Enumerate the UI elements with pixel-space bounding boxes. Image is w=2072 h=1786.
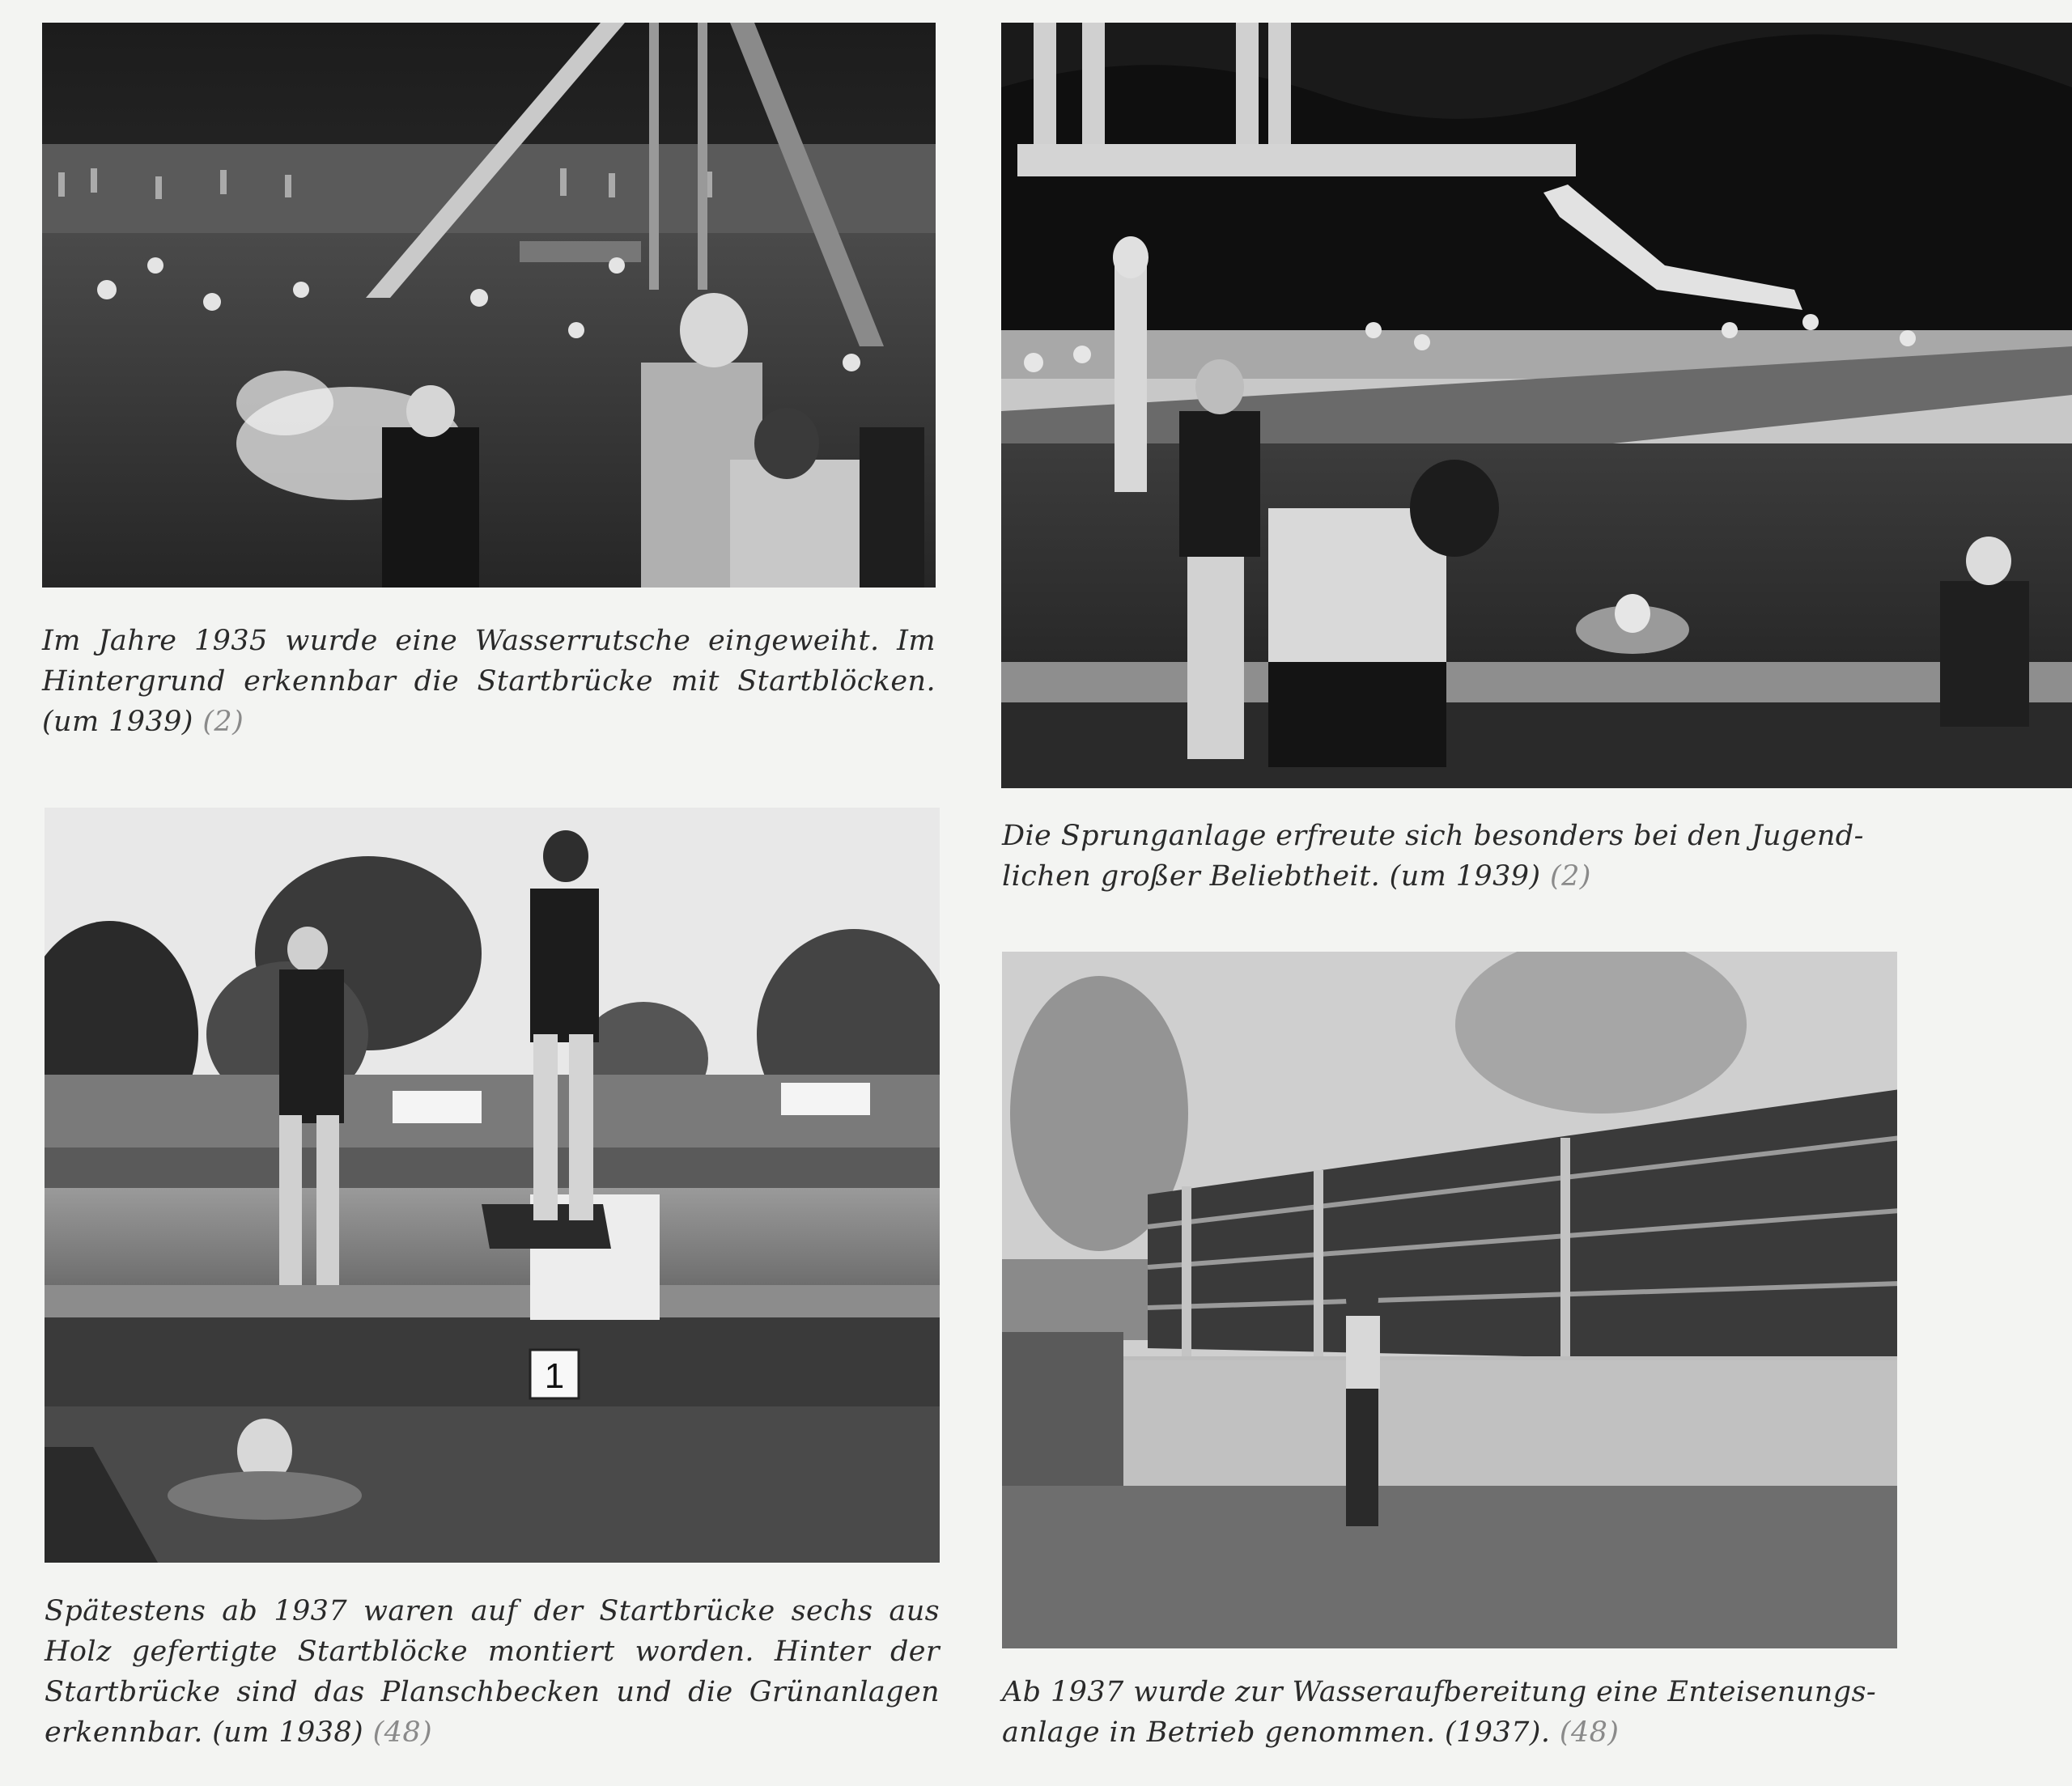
source-reference: (48): [1559, 1716, 1620, 1749]
caption-line: Die Sprunganlage erfreute sich besonders bei den Jugend-: [1002, 820, 1864, 852]
photo-water-slide: [42, 23, 936, 588]
caption-deironing-plant: [1002, 1672, 1949, 1753]
caption-line: Holz gefertigte Startblöcke montiert worden. Hinter der: [45, 1635, 940, 1668]
caption-line: Im Jahre 1935 wurde eine Wasserrutsche eingeweiht. Im: [42, 625, 936, 657]
caption-line: Spätestens ab 1937 waren auf der Startbrücke sechs aus: [45, 1595, 940, 1627]
caption-line: anlage in Betrieb genommen. (1937). (48): [1002, 1716, 1620, 1749]
caption-line: Hintergrund erkennbar die Startbrücke mit Startblöcken.: [42, 665, 936, 698]
photo-diving-platform: [1001, 23, 2072, 788]
caption-line: (um 1939) (2): [42, 706, 244, 738]
source-reference: (2): [202, 706, 244, 738]
caption-line: lichen großer Beliebtheit. (um 1939) (2): [1002, 860, 1591, 893]
photo-deironing-plant: [1002, 952, 1897, 1648]
caption-water-slide: [42, 621, 936, 742]
caption-line: Startbrücke sind das Planschbecken und die Grünanlagen: [45, 1676, 940, 1708]
caption-line: erkennbar. (um 1938) (48): [45, 1716, 433, 1749]
caption-diving-platform: [1002, 816, 1949, 897]
source-reference: (2): [1550, 860, 1591, 893]
start-block-number: 1: [544, 1356, 565, 1396]
source-reference: (48): [372, 1716, 433, 1749]
caption-line: Ab 1937 wurde zur Wasseraufbereitung eine Enteisenungs-: [1002, 1676, 1877, 1708]
photo-start-blocks: [45, 808, 940, 1563]
caption-start-blocks: [45, 1591, 940, 1753]
